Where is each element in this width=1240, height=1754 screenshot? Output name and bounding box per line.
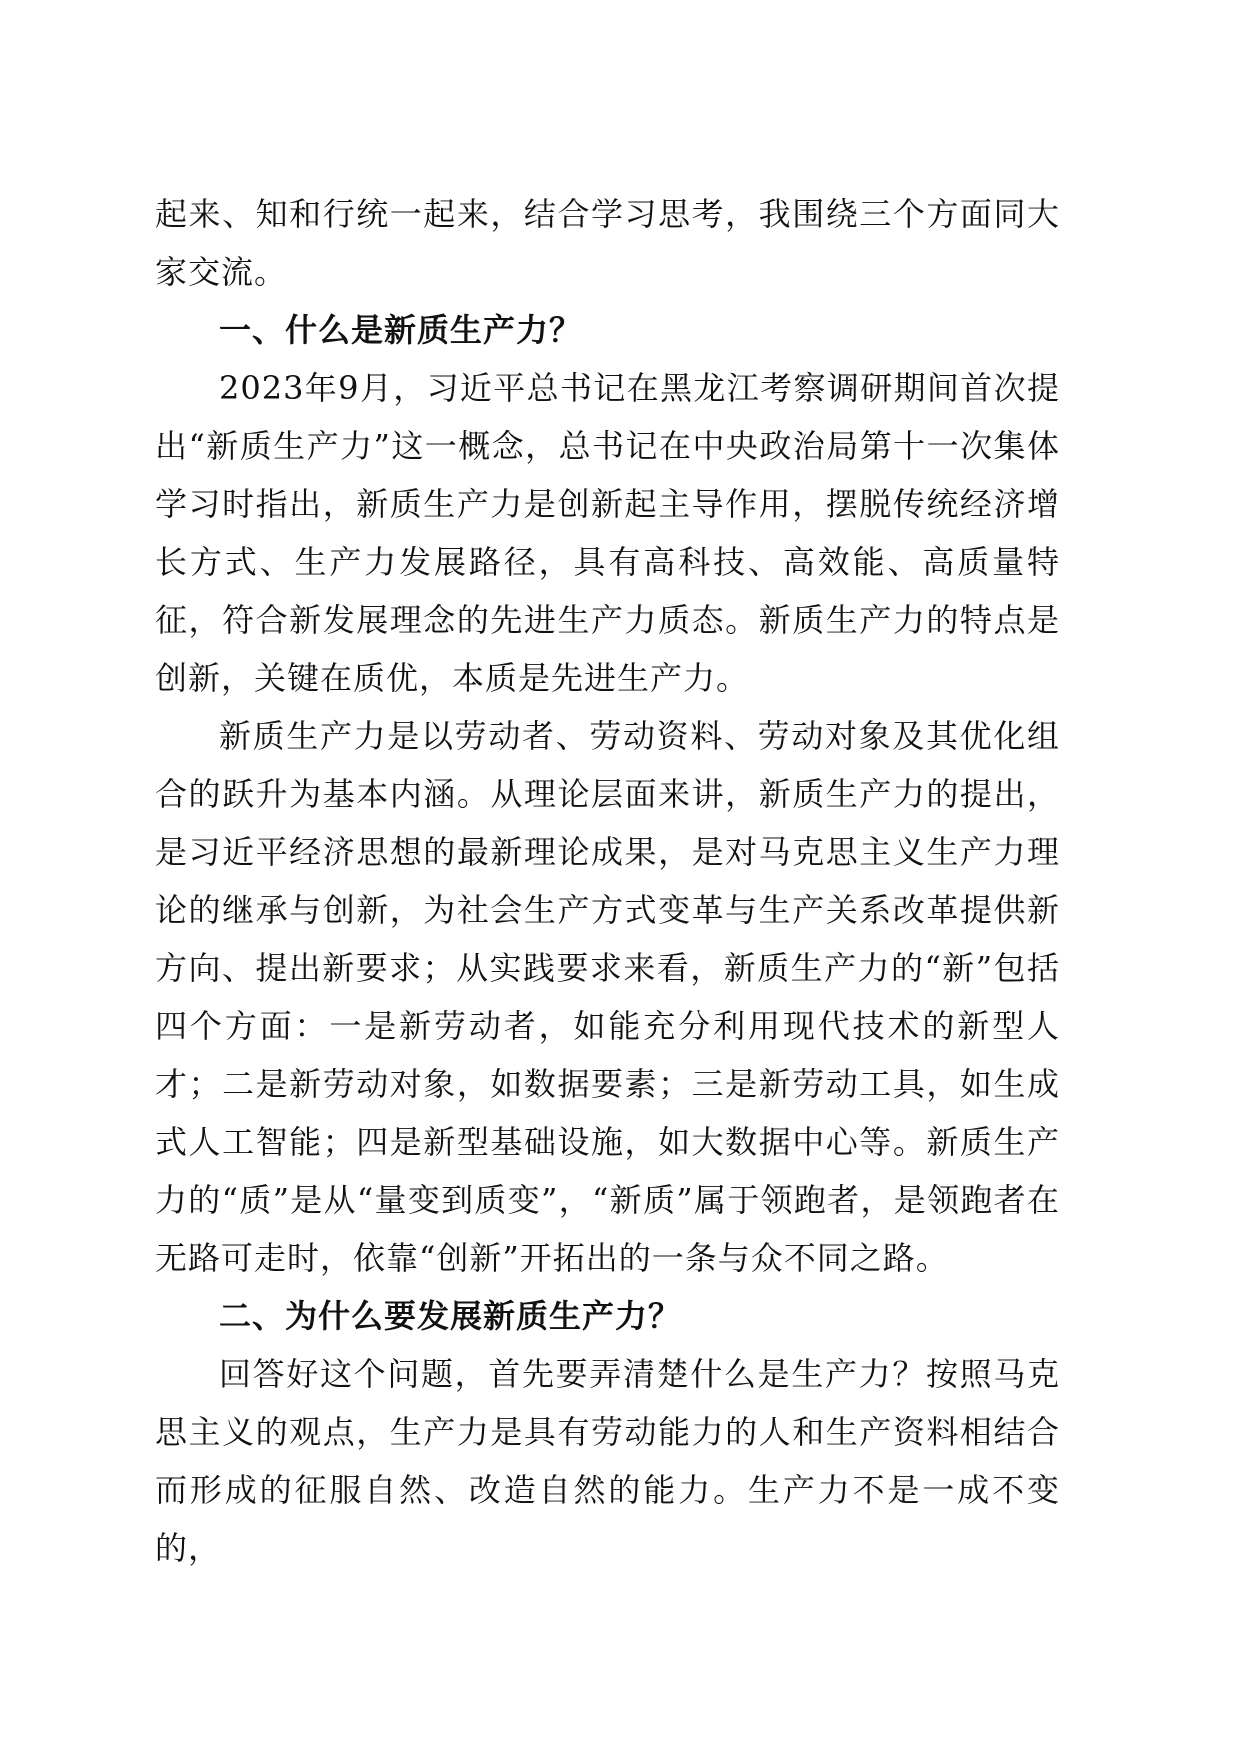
- paragraph-1: 2023年9月，习近平总书记在黑龙江考察调研期间首次提出“新质生产力”这一概念，总书记在中央政治局第十一次集体学习时指出，新质生产力是创新起主导作用，摆脱传统经济增长方式、生产力发展路径，具有高科技、高效能、高质量特征，符合新发展理念的先进生产力质态。新质生产力的特点是创新，关键在质优，本质是先进生产力。: [155, 369, 1060, 697]
- section-heading-1: 一、什么是新质生产力？: [219, 311, 583, 349]
- paragraph-2: 新质生产力是以劳动者、劳动资料、劳动对象及其优化组合的跃升为基本内涵。从理论层面来讲，新质生产力的提出，是习近平经济思想的最新理论成果，是对马克思主义生产力理论的继承与创新，为社会生产方式变革与生产关系改革提供新方向、提出新要求；从实践要求来看，新质生产力的“新”包括四个方面：一是新劳动者，如能充分利用现代技术的新型人才；二是新劳动对象，如数据要素；三是新劳动工具，如生成式人工智能；四是新型基础设施，如大数据中心等。新质生产力的“质”是从“量变到质变”，“新质”属于领跑者，是领跑者在无路可走时，依靠“创新”开拓出的一条与众不同之路。: [155, 717, 1060, 1277]
- paragraph-intro-continuation: 起来、知和行统一起来，结合学习思考，我围绕三个方面同大家交流。: [155, 195, 1060, 291]
- section-heading-2: 二、为什么要发展新质生产力？: [219, 1297, 682, 1335]
- paragraph-3: 回答好这个问题，首先要弄清楚什么是生产力？按照马克思主义的观点，生产力是具有劳动能力的人和生产资料相结合而形成的征服自然、改造自然的能力。生产力不是一成不变的，: [155, 1355, 1060, 1567]
- document-body: [155, 185, 1060, 1577]
